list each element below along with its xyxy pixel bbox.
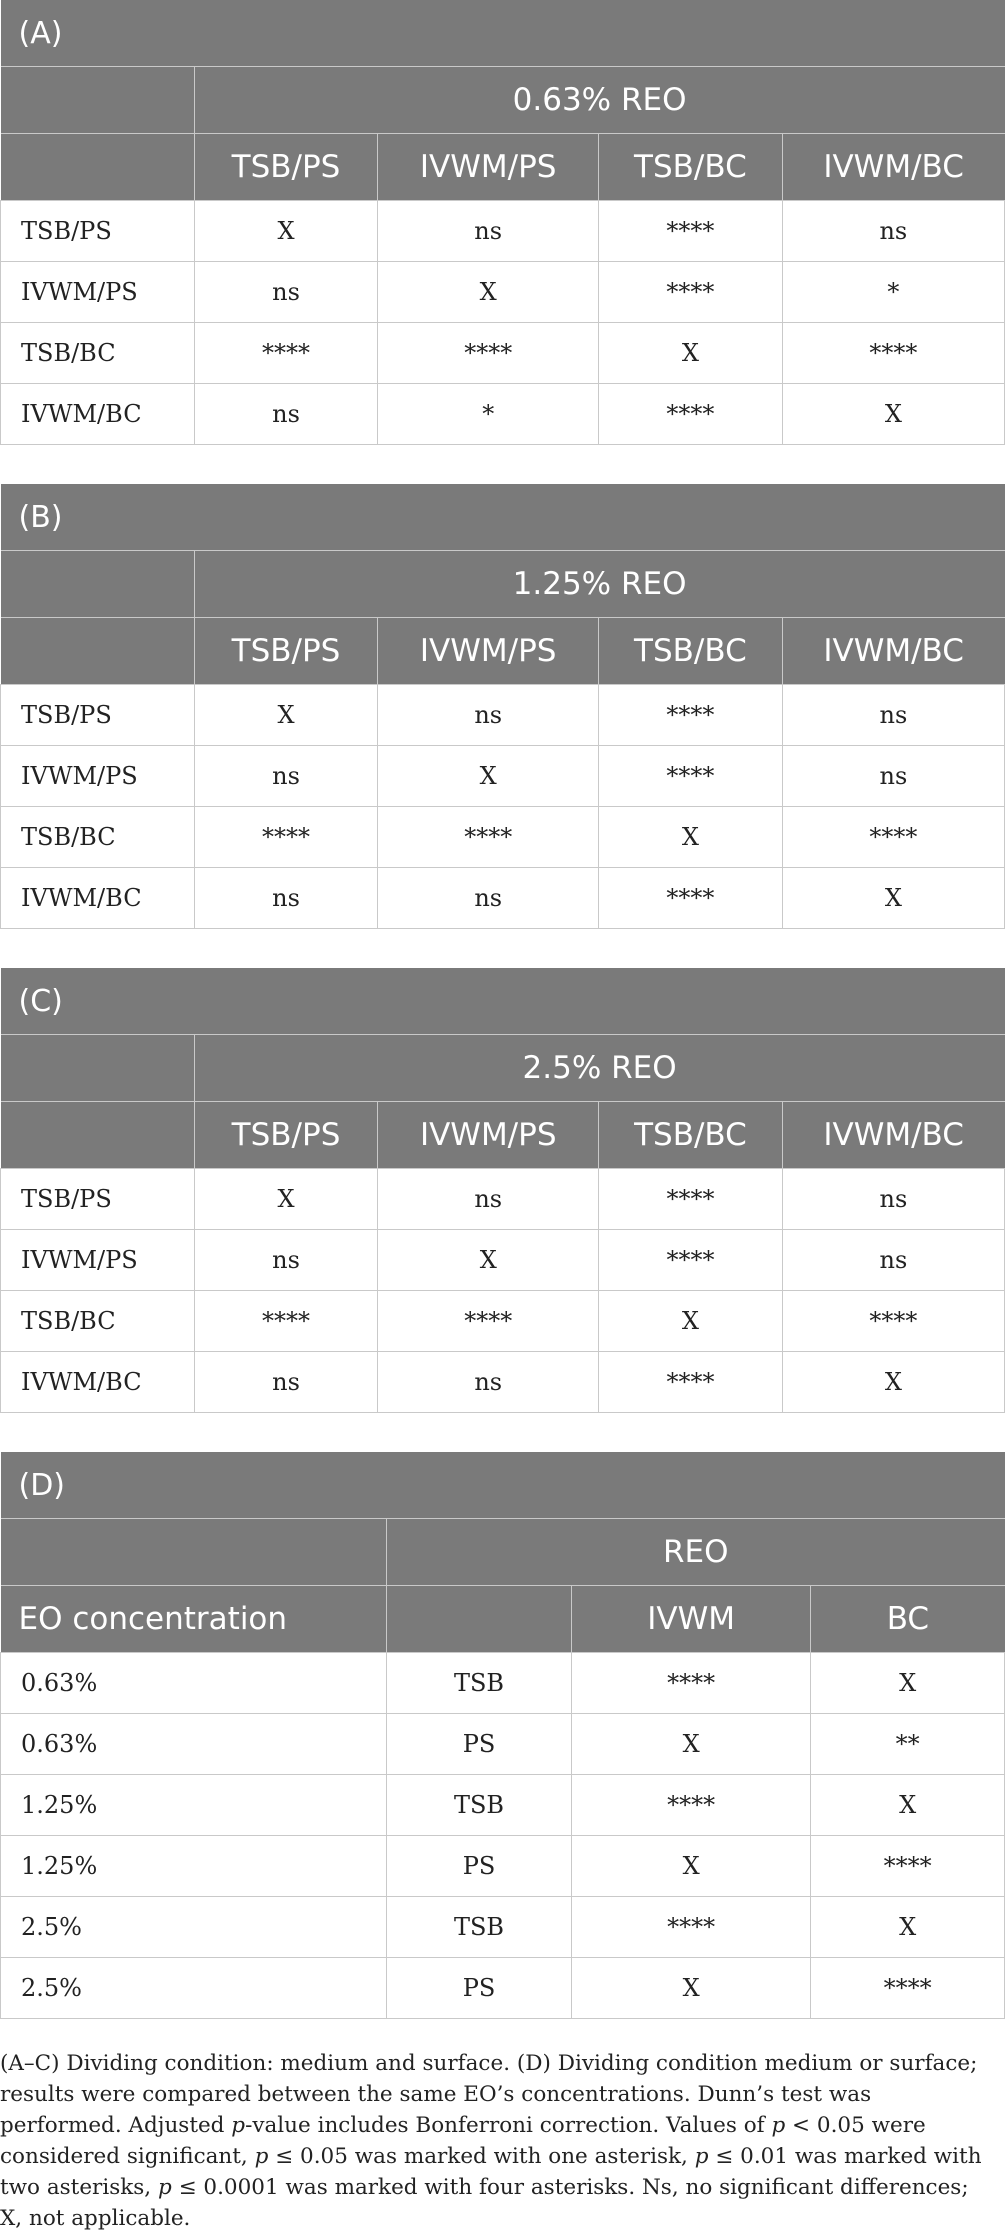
group-header: REO [386, 1519, 1004, 1586]
table-cell: **** [782, 1291, 1004, 1352]
table-cell: X [811, 1653, 1005, 1714]
column-header: IVWM/BC [782, 618, 1004, 685]
table-cell: **** [599, 201, 783, 262]
table-cell: ns [194, 1230, 378, 1291]
row-label: 1.25% [1, 1836, 387, 1897]
table-cell: **** [599, 262, 783, 323]
table-cell: X [378, 262, 599, 323]
table-cell: ns [194, 746, 378, 807]
condition-cell: PS [386, 1958, 571, 2019]
concentration-header: 0.63% REO [194, 67, 1004, 134]
row-label: IVWM/BC [1, 384, 195, 445]
table-cell: **** [782, 807, 1004, 868]
table-row [1, 323, 1005, 384]
table-cell: **** [194, 1291, 378, 1352]
row-label: IVWM/BC [1, 1352, 195, 1413]
table-cell: * [378, 384, 599, 445]
table-cell: X [782, 384, 1004, 445]
row-label: TSB/PS [1, 685, 195, 746]
table-cell: X [599, 323, 783, 384]
row-header: EO concentration [1, 1586, 387, 1653]
table-row [1, 1169, 1005, 1230]
table-row [1, 201, 1005, 262]
column-header: IVWM/PS [378, 1102, 599, 1169]
panel-b [0, 484, 1005, 929]
row-label: IVWM/PS [1, 746, 195, 807]
column-header: TSB/BC [599, 618, 783, 685]
table-row [1, 1653, 1005, 1714]
table-cell: X [599, 1291, 783, 1352]
column-header: IVWM [572, 1586, 811, 1653]
table-row [1, 746, 1005, 807]
panel-c [0, 968, 1005, 1413]
table-cell: **** [572, 1775, 811, 1836]
table-cell: ns [194, 868, 378, 929]
table-cell: **** [599, 1169, 783, 1230]
table-row [1, 1291, 1005, 1352]
column-header: TSB/PS [194, 618, 378, 685]
table-row [1, 807, 1005, 868]
table-cell: X [782, 868, 1004, 929]
table-footnote: (A–C) Dividing condition: medium and surface. (D) Dividing condition medium or surface; results were compared between the same EO’s concentrations. Dunn’s test was performed. Adjusted p-value includes Bonferroni correction. Values of p < 0.05 were considered significant, p ≤ 0.05 was marked with one asterisk, p ≤ 0.01 was marked with two asterisks, p ≤ 0.0001 was marked with four asterisks. Ns, no significant differences; X, not applicable. [0, 2051, 982, 2231]
row-label: TSB/BC [1, 1291, 195, 1352]
row-label: 0.63% [1, 1653, 387, 1714]
column-header: TSB/PS [194, 134, 378, 201]
table-cell: ns [782, 1169, 1004, 1230]
panel-d [0, 1452, 1005, 2019]
table-row [1, 1352, 1005, 1413]
table-cell: X [194, 1169, 378, 1230]
table-row [1, 1897, 1005, 1958]
table-cell: ns [782, 685, 1004, 746]
table-row [1, 1714, 1005, 1775]
column-header: IVWM/PS [378, 618, 599, 685]
table-cell: X [599, 807, 783, 868]
table-cell: **** [811, 1836, 1005, 1897]
table-cell: ns [378, 868, 599, 929]
table-cell: X [572, 1714, 811, 1775]
table-cell: X [811, 1775, 1005, 1836]
table-cell: X [378, 746, 599, 807]
column-header: TSB/PS [194, 1102, 378, 1169]
table-cell: X [194, 201, 378, 262]
table-cell: ns [782, 1230, 1004, 1291]
table-cell: **** [378, 807, 599, 868]
row-label: 2.5% [1, 1958, 387, 2019]
table-cell: **** [572, 1897, 811, 1958]
table-cell: **** [572, 1653, 811, 1714]
condition-cell: PS [386, 1836, 571, 1897]
row-label: TSB/PS [1, 201, 195, 262]
table-cell: **** [194, 323, 378, 384]
table-cell: **** [378, 1291, 599, 1352]
table-cell: X [782, 1352, 1004, 1413]
table-cell: ** [811, 1714, 1005, 1775]
table-cell: ns [378, 685, 599, 746]
row-label: IVWM/PS [1, 1230, 195, 1291]
condition-cell: TSB [386, 1653, 571, 1714]
table-cell: **** [599, 1352, 783, 1413]
concentration-header: 2.5% REO [194, 1035, 1004, 1102]
table-cell: ns [194, 262, 378, 323]
column-header: TSB/BC [599, 134, 783, 201]
table-cell: ns [194, 384, 378, 445]
panel-label: (B) [1, 484, 1005, 551]
row-label: TSB/BC [1, 807, 195, 868]
table-cell: **** [599, 746, 783, 807]
panel-label: (D) [1, 1452, 1005, 1519]
column-header: IVWM/PS [378, 134, 599, 201]
table-cell: X [811, 1897, 1005, 1958]
table-cell: ns [782, 201, 1004, 262]
table-cell: ns [782, 746, 1004, 807]
table-row [1, 1836, 1005, 1897]
panel-label: (C) [1, 968, 1005, 1035]
table-row [1, 262, 1005, 323]
row-label: 0.63% [1, 1714, 387, 1775]
table-cell: ns [378, 201, 599, 262]
column-header: TSB/BC [599, 1102, 783, 1169]
table-cell: X [572, 1836, 811, 1897]
table-row [1, 1958, 1005, 2019]
row-label: TSB/BC [1, 323, 195, 384]
table-row [1, 1775, 1005, 1836]
table-row [1, 1230, 1005, 1291]
column-header: BC [811, 1586, 1005, 1653]
row-label: 1.25% [1, 1775, 387, 1836]
row-label: IVWM/BC [1, 868, 195, 929]
table-cell: ns [194, 1352, 378, 1413]
table-row [1, 384, 1005, 445]
concentration-header: 1.25% REO [194, 551, 1004, 618]
table-row [1, 685, 1005, 746]
table-cell: **** [782, 323, 1004, 384]
row-label: TSB/PS [1, 1169, 195, 1230]
table-cell: **** [194, 807, 378, 868]
row-label: 2.5% [1, 1897, 387, 1958]
row-label: IVWM/PS [1, 262, 195, 323]
condition-cell: TSB [386, 1775, 571, 1836]
panel-label: (A) [1, 0, 1005, 67]
table-cell: **** [599, 1230, 783, 1291]
column-header: IVWM/BC [782, 134, 1004, 201]
table-cell: ns [378, 1169, 599, 1230]
table-cell: * [782, 262, 1004, 323]
condition-cell: PS [386, 1714, 571, 1775]
panel-a [0, 0, 1005, 445]
table-cell: **** [811, 1958, 1005, 2019]
table-cell: X [572, 1958, 811, 2019]
condition-cell: TSB [386, 1897, 571, 1958]
table-cell: X [378, 1230, 599, 1291]
table-cell: **** [599, 384, 783, 445]
table-cell: ns [378, 1352, 599, 1413]
column-header: IVWM/BC [782, 1102, 1004, 1169]
table-row [1, 868, 1005, 929]
table-cell: **** [378, 323, 599, 384]
table-cell: **** [599, 685, 783, 746]
table-cell: X [194, 685, 378, 746]
table-cell: **** [599, 868, 783, 929]
